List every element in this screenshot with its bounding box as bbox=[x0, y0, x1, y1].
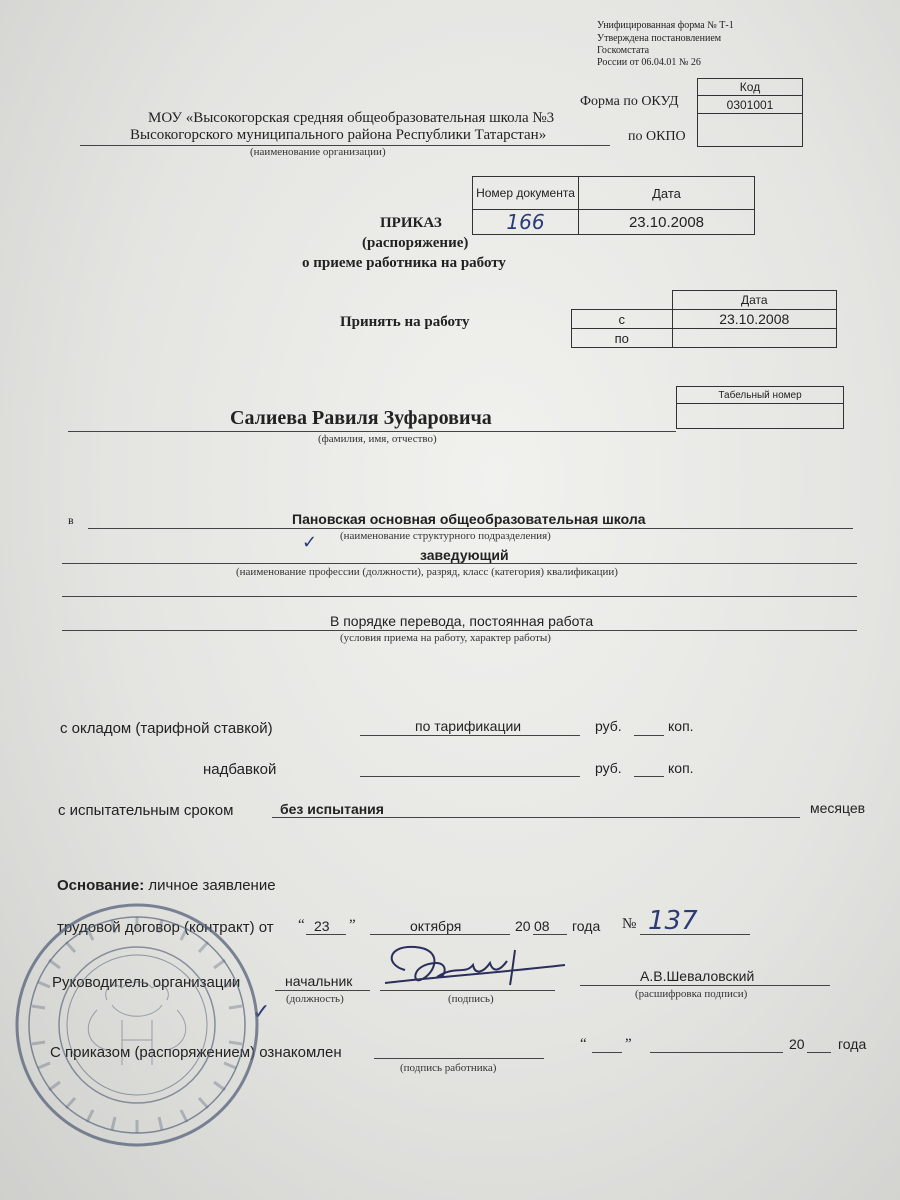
hire-label: Принять на работу bbox=[340, 314, 470, 330]
probation-value: без испытания bbox=[280, 801, 384, 817]
employee-underline bbox=[68, 431, 676, 432]
signature-caption: (подпись) bbox=[448, 993, 494, 1005]
head-name-underline bbox=[580, 985, 830, 986]
employee-name: Салиева Равиля Зуфаровича bbox=[230, 407, 492, 429]
conditions-caption: (условия приема на работу, характер работы) bbox=[340, 632, 551, 644]
department-underline bbox=[88, 528, 853, 529]
bonus-kop: коп. bbox=[668, 760, 694, 776]
contract-label: трудовой договор (контракт) от bbox=[57, 919, 274, 936]
salary-underline bbox=[360, 735, 580, 736]
basis-label: Основание: bbox=[57, 877, 145, 894]
hire-dates-table bbox=[571, 290, 837, 348]
salary-rub: руб. bbox=[595, 718, 622, 734]
organization-name-line1: МОУ «Высокогорская средняя общеобразовательная школа №3 bbox=[148, 110, 555, 126]
contract-year-word: года bbox=[572, 918, 601, 934]
form-approved: Утверждена постановлением bbox=[597, 33, 722, 44]
bonus-rub: руб. bbox=[595, 760, 622, 776]
position-caption: (наименование профессии (должности), разряд, класс (категория) квалификации) bbox=[236, 566, 618, 578]
ack-year-line bbox=[807, 1052, 831, 1053]
head-label: Руководитель организации bbox=[52, 974, 241, 991]
probation-label: с испытательным сроком bbox=[58, 802, 234, 819]
salary-kop-line bbox=[634, 735, 664, 736]
order-subject: о приеме работника на работу bbox=[302, 255, 506, 271]
organization-name-line2: Высокогорского муниципального района Республики Татарстан» bbox=[130, 127, 547, 143]
contract-day: 23 bbox=[314, 918, 330, 934]
check-mark-icon: ✓ bbox=[252, 1000, 271, 1025]
ack-month-line bbox=[650, 1052, 783, 1053]
okpo-label: по ОКПО bbox=[628, 129, 686, 144]
order-number: 166 bbox=[473, 210, 579, 235]
form-authority: Госкомстата bbox=[597, 45, 650, 56]
contract-year-prefix: 20 bbox=[515, 918, 531, 934]
order-subtitle: (распоряжение) bbox=[362, 235, 469, 251]
contract-number-underline bbox=[640, 934, 750, 935]
head-name: А.В.Шеваловский bbox=[640, 968, 755, 984]
basis-value: личное заявление bbox=[148, 877, 276, 894]
position-value: заведующий bbox=[420, 547, 509, 563]
okud-value: 0301001 bbox=[698, 96, 803, 114]
contract-month: октября bbox=[410, 918, 462, 934]
contract-number-sign: № bbox=[622, 916, 637, 932]
ack-year-word: года bbox=[838, 1036, 867, 1052]
position-extra-line bbox=[62, 596, 857, 597]
acknowledgement-underline bbox=[374, 1058, 544, 1059]
check-mark-icon: ✓ bbox=[302, 532, 318, 553]
hire-from-label: с bbox=[572, 310, 673, 329]
head-position-underline bbox=[275, 990, 370, 991]
order-title: ПРИКАЗ bbox=[380, 215, 442, 231]
ack-close-quote: ” bbox=[625, 1036, 632, 1052]
form-decree: России от 06.04.01 № 26 bbox=[597, 57, 701, 68]
contract-open-quote: “ bbox=[298, 917, 305, 933]
hire-from-date: 23.10.2008 bbox=[672, 310, 837, 329]
official-stamp-seal bbox=[12, 900, 262, 1150]
ack-day-line bbox=[592, 1052, 622, 1053]
salary-value: по тарификации bbox=[415, 718, 522, 734]
order-date: 23.10.2008 bbox=[579, 210, 755, 235]
personnel-number-table bbox=[676, 386, 844, 429]
position-underline bbox=[62, 563, 857, 564]
name-caption: (расшифровка подписи) bbox=[635, 988, 748, 1000]
hire-to-date bbox=[672, 329, 837, 348]
okud-label: Форма по ОКУД bbox=[580, 94, 679, 109]
contract-close-quote: ” bbox=[349, 917, 356, 933]
head-position: начальник bbox=[285, 973, 353, 989]
order-number-table bbox=[472, 176, 755, 235]
contract-day-underline bbox=[306, 934, 346, 935]
position-caption: (должность) bbox=[286, 993, 344, 1005]
code-table bbox=[697, 78, 803, 147]
contract-year: 08 bbox=[534, 918, 550, 934]
department-value: Пановская основная общеобразовательная школа bbox=[292, 511, 646, 527]
personnel-number-header: Табельный номер bbox=[677, 387, 844, 404]
form-title: Унифицированная форма № Т-1 bbox=[597, 20, 734, 31]
order-number-header: Номер документа bbox=[473, 177, 579, 210]
handwritten-signature bbox=[375, 935, 570, 995]
personnel-number-value bbox=[677, 404, 844, 429]
conditions-underline bbox=[62, 630, 857, 631]
ack-year-prefix: 20 bbox=[789, 1036, 805, 1052]
department-prefix: в bbox=[68, 513, 74, 527]
department-caption: (наименование структурного подразделения) bbox=[340, 530, 551, 542]
hire-date-header: Дата bbox=[672, 291, 837, 310]
conditions-value: В порядке перевода, постоянная работа bbox=[330, 613, 594, 629]
code-header: Код bbox=[698, 79, 803, 96]
bonus-label: надбавкой bbox=[203, 761, 277, 778]
probation-underline bbox=[272, 817, 800, 818]
probation-unit: месяцев bbox=[810, 800, 866, 816]
salary-label: с окладом (тарифной ставкой) bbox=[60, 720, 273, 737]
contract-number: 137 bbox=[648, 906, 698, 936]
ack-open-quote: “ bbox=[580, 1036, 587, 1052]
acknowledgement-caption: (подпись работника) bbox=[400, 1062, 497, 1074]
employee-caption: (фамилия, имя, отчество) bbox=[318, 433, 437, 445]
hire-to-label: по bbox=[572, 329, 673, 348]
bonus-kop-line bbox=[634, 776, 664, 777]
organization-caption: (наименование организации) bbox=[250, 146, 386, 158]
hire-blank-cell bbox=[572, 291, 673, 310]
bonus-underline bbox=[360, 776, 580, 777]
okpo-value bbox=[698, 114, 803, 147]
order-date-header: Дата bbox=[579, 177, 755, 210]
acknowledgement-label: С приказом (распоряжением) ознакомлен bbox=[50, 1044, 342, 1061]
salary-kop: коп. bbox=[668, 718, 694, 734]
